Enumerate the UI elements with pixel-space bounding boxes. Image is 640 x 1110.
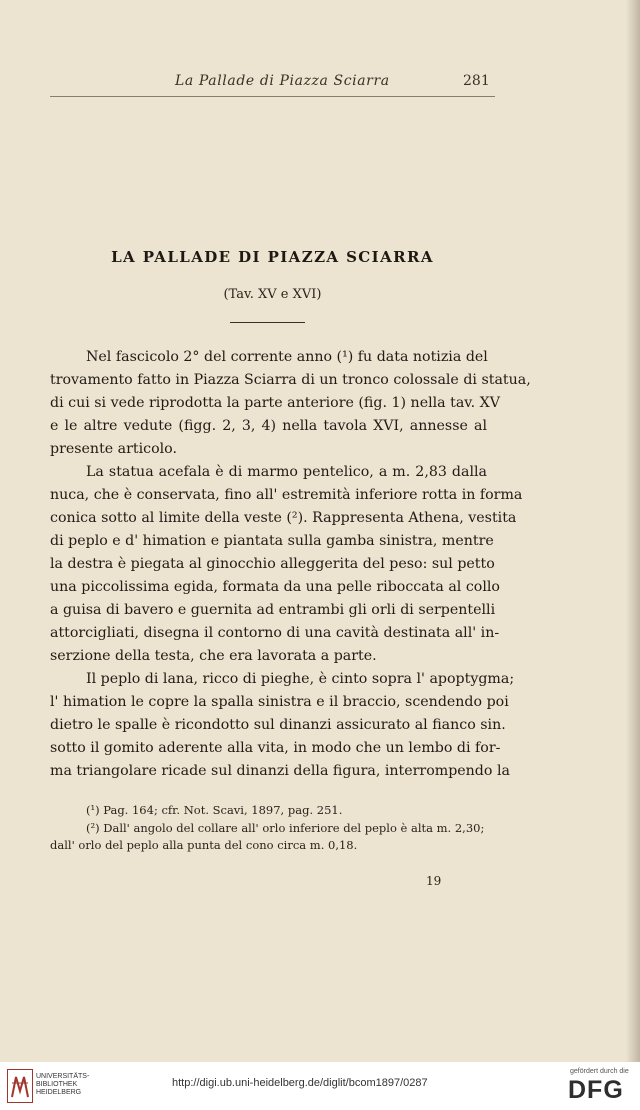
body-line: conica sotto al limite della veste (²). Rappresenta Athena, vestita [50,510,517,526]
library-name [36,1073,89,1097]
body-line: serzione della testa, che era lavorata a parte. [50,648,377,664]
body-line: attorcigliati, disegna il contorno di una cavità destinata all' in- [50,625,500,641]
body-line: La statua acefala è di marmo pentelico, a m. 2,83 dalla [86,464,487,480]
running-header-title: La Pallade di Piazza Sciarra [175,73,390,89]
article-subtitle: (Tav. XV e XVI) [223,287,322,302]
university-library-logo-icon [7,1069,33,1103]
body-line: Nel fascicolo 2° del corrente anno (¹) fu data notizia del [86,349,488,365]
body-line: l' himation le copre la spalla sinistra e il braccio, scendendo poi [50,694,509,710]
body-line: la destra è piegata al ginocchio alleggerita del peso: sul petto [50,556,495,572]
signature-mark: 19 [426,874,442,888]
body-line: a guisa di bavero e guernita ad entrambi gli orli di serpentelli [50,602,496,618]
footnote: (¹) Pag. 164; cfr. Not. Scavi, 1897, pag. 251. [86,803,343,817]
article-title: LA PALLADE DI PIAZZA SCIARRA [111,248,434,266]
body-line: trovamento fatto in Piazza Sciarra di un tronco colossale di statua, [50,372,531,388]
body-line: sotto il gomito aderente alla vita, in modo che un lembo di for- [50,740,501,756]
funding-text: gefördert durch die [570,1068,629,1075]
page-number: 281 [463,73,490,89]
body-line: e le altre vedute (figg. 2, 3, 4) nella tavola XVI, annesse al [50,418,487,434]
header-rule [50,96,495,97]
library-name-line: UNIVERSITÄTS- [36,1073,90,1080]
library-name-line: HEIDELBERG [36,1089,82,1096]
library-name-line: BIBLIOTHEK [36,1081,78,1088]
body-line: Il peplo di lana, ricco di pieghe, è cinto sopra l' apoptygma; [86,671,515,687]
body-line: di cui si vede riprodotta la parte anteriore (fig. 1) nella tav. XV [50,395,500,411]
title-rule [230,322,305,323]
dfg-logo: DFG [568,1076,624,1104]
body-line: di peplo e d' himation e piantata sulla gamba sinistra, mentre [50,533,494,549]
body-line: una piccolissima egida, formata da una pelle riboccata al collo [50,579,500,595]
body-line: nuca, che è conservata, fino all' estremità inferiore rotta in forma [50,487,523,503]
permalink-url[interactable]: http://digi.ub.uni-heidelberg.de/diglit/bcom1897/0287 [172,1077,428,1089]
body-line: ma triangolare ricade sul dinanzi della figura, interrompendo la [50,763,510,779]
footnote-continuation: dall' orlo del peplo alla punta del cono circa m. 0,18. [50,838,358,852]
body-line: dietro le spalle è ricondotto sul dinanzi assicurato al fianco sin. [50,717,506,733]
footnote: (²) Dall' angolo del collare all' orlo inferiore del peplo è alta m. 2,30; [86,821,485,835]
body-line: presente articolo. [50,441,177,457]
